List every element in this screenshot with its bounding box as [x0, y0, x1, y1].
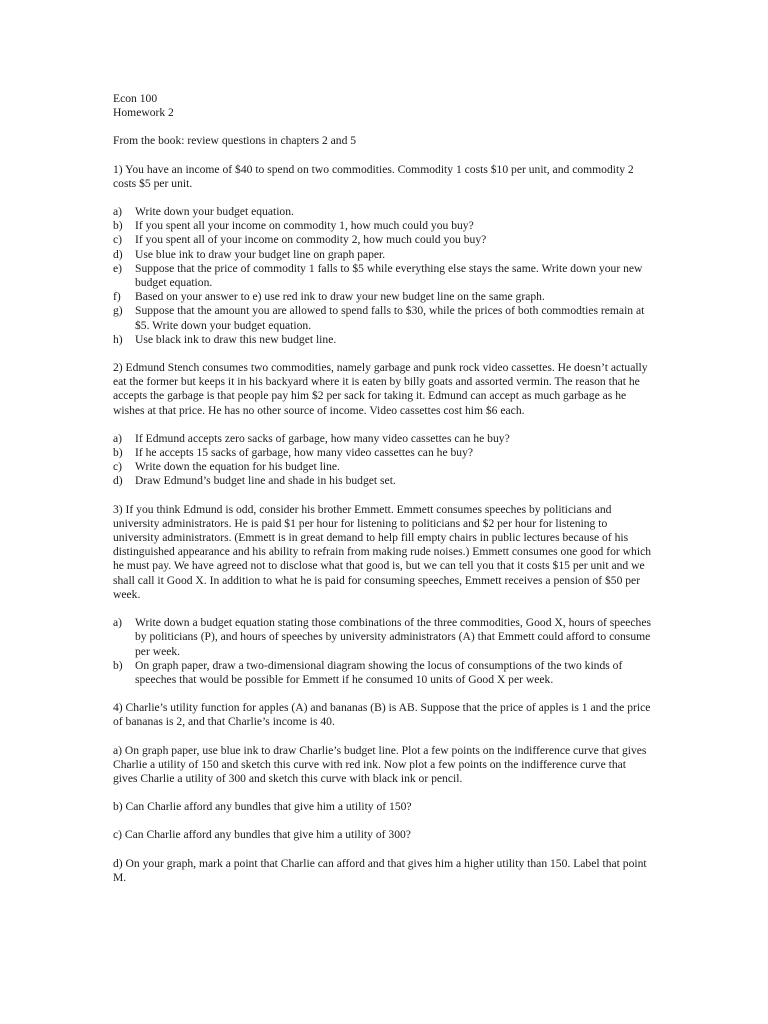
question-4-text: 4) Charlie’s utility function for apples (A) and bananas (B) is AB. Suppose that the price of apples is 1 and the price of bananas is 2, and that Charlie’s income is 40. — [113, 701, 651, 729]
list-item — [113, 290, 653, 304]
item-text: If you spent all your income on commodity 1, how much could you buy? — [135, 219, 474, 233]
list-item — [113, 659, 653, 687]
question-4-part-a: a) On graph paper, use blue ink to draw Charlie’s budget line. Plot a few points on the indifference curve that gives Charlie a utility of 150 and sketch this curve with red ink. Now plot a few points on the indifference curve that gives Charlie a utility of 300 and sketch this curve with black ink or pencil. — [113, 743, 647, 785]
item-text: Write down a budget equation stating those combinations of the three commodities, Good X, hours of speeches by politicians (P), and hours of speeches by university administrators (A) that Emmett could afford to consume per week. — [135, 616, 651, 658]
item-text: Suppose that the amount you are allowed to spend falls to $30, while the prices of both commodties remain at $5. Write down your budget equation. — [135, 304, 645, 332]
item-text: Based on your answer to e) use red ink to draw your new budget line on the same graph. — [135, 290, 545, 304]
question-2-text: 2) Edmund Stench consumes two commodities, namely garbage and punk rock video cassettes. He doesn’t actually eat the former but keeps it in his backyard where it is eaten by billy goats and assorted vermin. The reason that he accepts the garbage is that people pay him $2 per sack for taking it. Edmund can accept as much garbage as he wishes at that price. He has no other source of income. Video cassettes cost him $6 each. — [113, 361, 648, 417]
item-text: If you spent all of your income on commodity 2, how much could you buy? — [135, 233, 487, 247]
item-label: a) — [113, 205, 123, 219]
question-2-parts — [113, 432, 653, 489]
assignment-title: Homework 2 — [113, 106, 174, 120]
list-item — [113, 233, 653, 247]
question-4-part-c: c) Can Charlie afford any bundles that give him a utility of 300? — [113, 828, 411, 842]
list-item — [113, 474, 653, 488]
list-item — [113, 248, 653, 262]
item-label: b) — [113, 446, 123, 460]
question-1-text: 1) You have an income of $40 to spend on two commodities. Commodity 1 costs $10 per unit, and commodity 2 costs $5 per unit. — [113, 162, 634, 190]
item-label: b) — [113, 219, 123, 233]
list-item — [113, 219, 653, 233]
item-label: f) — [113, 290, 121, 304]
list-item — [113, 333, 653, 347]
item-label: c) — [113, 233, 123, 247]
item-text: Use black ink to draw this new budget line. — [135, 332, 337, 346]
list-item — [113, 304, 653, 332]
homework-document — [113, 92, 653, 885]
item-label: a) — [113, 616, 123, 630]
item-text: Write down your budget equation. — [135, 205, 294, 219]
item-text: Suppose that the price of commodity 1 falls to $5 while everything else stays the same. Write down your new budget equation. — [135, 261, 643, 290]
question-1-parts — [113, 205, 653, 347]
list-item — [113, 432, 653, 446]
question-4-part-d: d) On your graph, mark a point that Charlie can afford and that gives him a higher utility than 150. Label that point M. — [113, 856, 647, 884]
intro-text: From the book: review questions in chapters 2 and 5 — [113, 134, 357, 148]
list-item — [113, 460, 653, 474]
item-label: b) — [113, 658, 123, 672]
item-label: d) — [113, 247, 123, 261]
item-text: Write down the equation for his budget line. — [135, 460, 340, 474]
item-label: e) — [113, 261, 123, 275]
item-label: d) — [113, 474, 123, 488]
list-item — [113, 616, 653, 659]
item-label: g) — [113, 304, 123, 318]
course-title: Econ 100 — [113, 92, 158, 105]
item-text: Use blue ink to draw your budget line on graph paper. — [135, 247, 386, 261]
item-text: If Edmund accepts zero sacks of garbage, how many video cassettes can he buy? — [135, 431, 510, 445]
item-label: a) — [113, 431, 123, 445]
item-label: h) — [113, 332, 123, 346]
item-text: If he accepts 15 sacks of garbage, how many video cassettes can he buy? — [135, 446, 474, 460]
item-label: c) — [113, 460, 123, 474]
list-item — [113, 446, 653, 460]
item-text: Draw Edmund’s budget line and shade in his budget set. — [135, 474, 396, 488]
question-3-text: 3) If you think Edmund is odd, consider his brother Emmett. Emmett consumes speeches by politicians and university administrators. He is paid $1 per hour for listening to politicians and $2 per hour for listening to university administrators. (Emmett is in great demand to help fill empty chairs in public lectures because of his distinguished appearance and his ability to refrain from making rude noises.) Emmett consumes one good for which he must pay. We have agreed not to disclose what that good is, but we can tell you that it costs $15 per unit and we shall call it Good X. In addition to what he is paid for consuming speeches, Emmett receives a pension of $50 per week. — [113, 502, 652, 601]
question-4-part-b: b) Can Charlie afford any bundles that give him a utility of 150? — [113, 800, 412, 814]
question-3-parts — [113, 616, 653, 687]
list-item — [113, 262, 653, 290]
list-item — [113, 205, 653, 219]
item-text: On graph paper, draw a two-dimensional diagram showing the locus of consumptions of the two kinds of speeches that would be possible for Emmett if he consumed 10 units of Good X per week. — [135, 658, 623, 686]
